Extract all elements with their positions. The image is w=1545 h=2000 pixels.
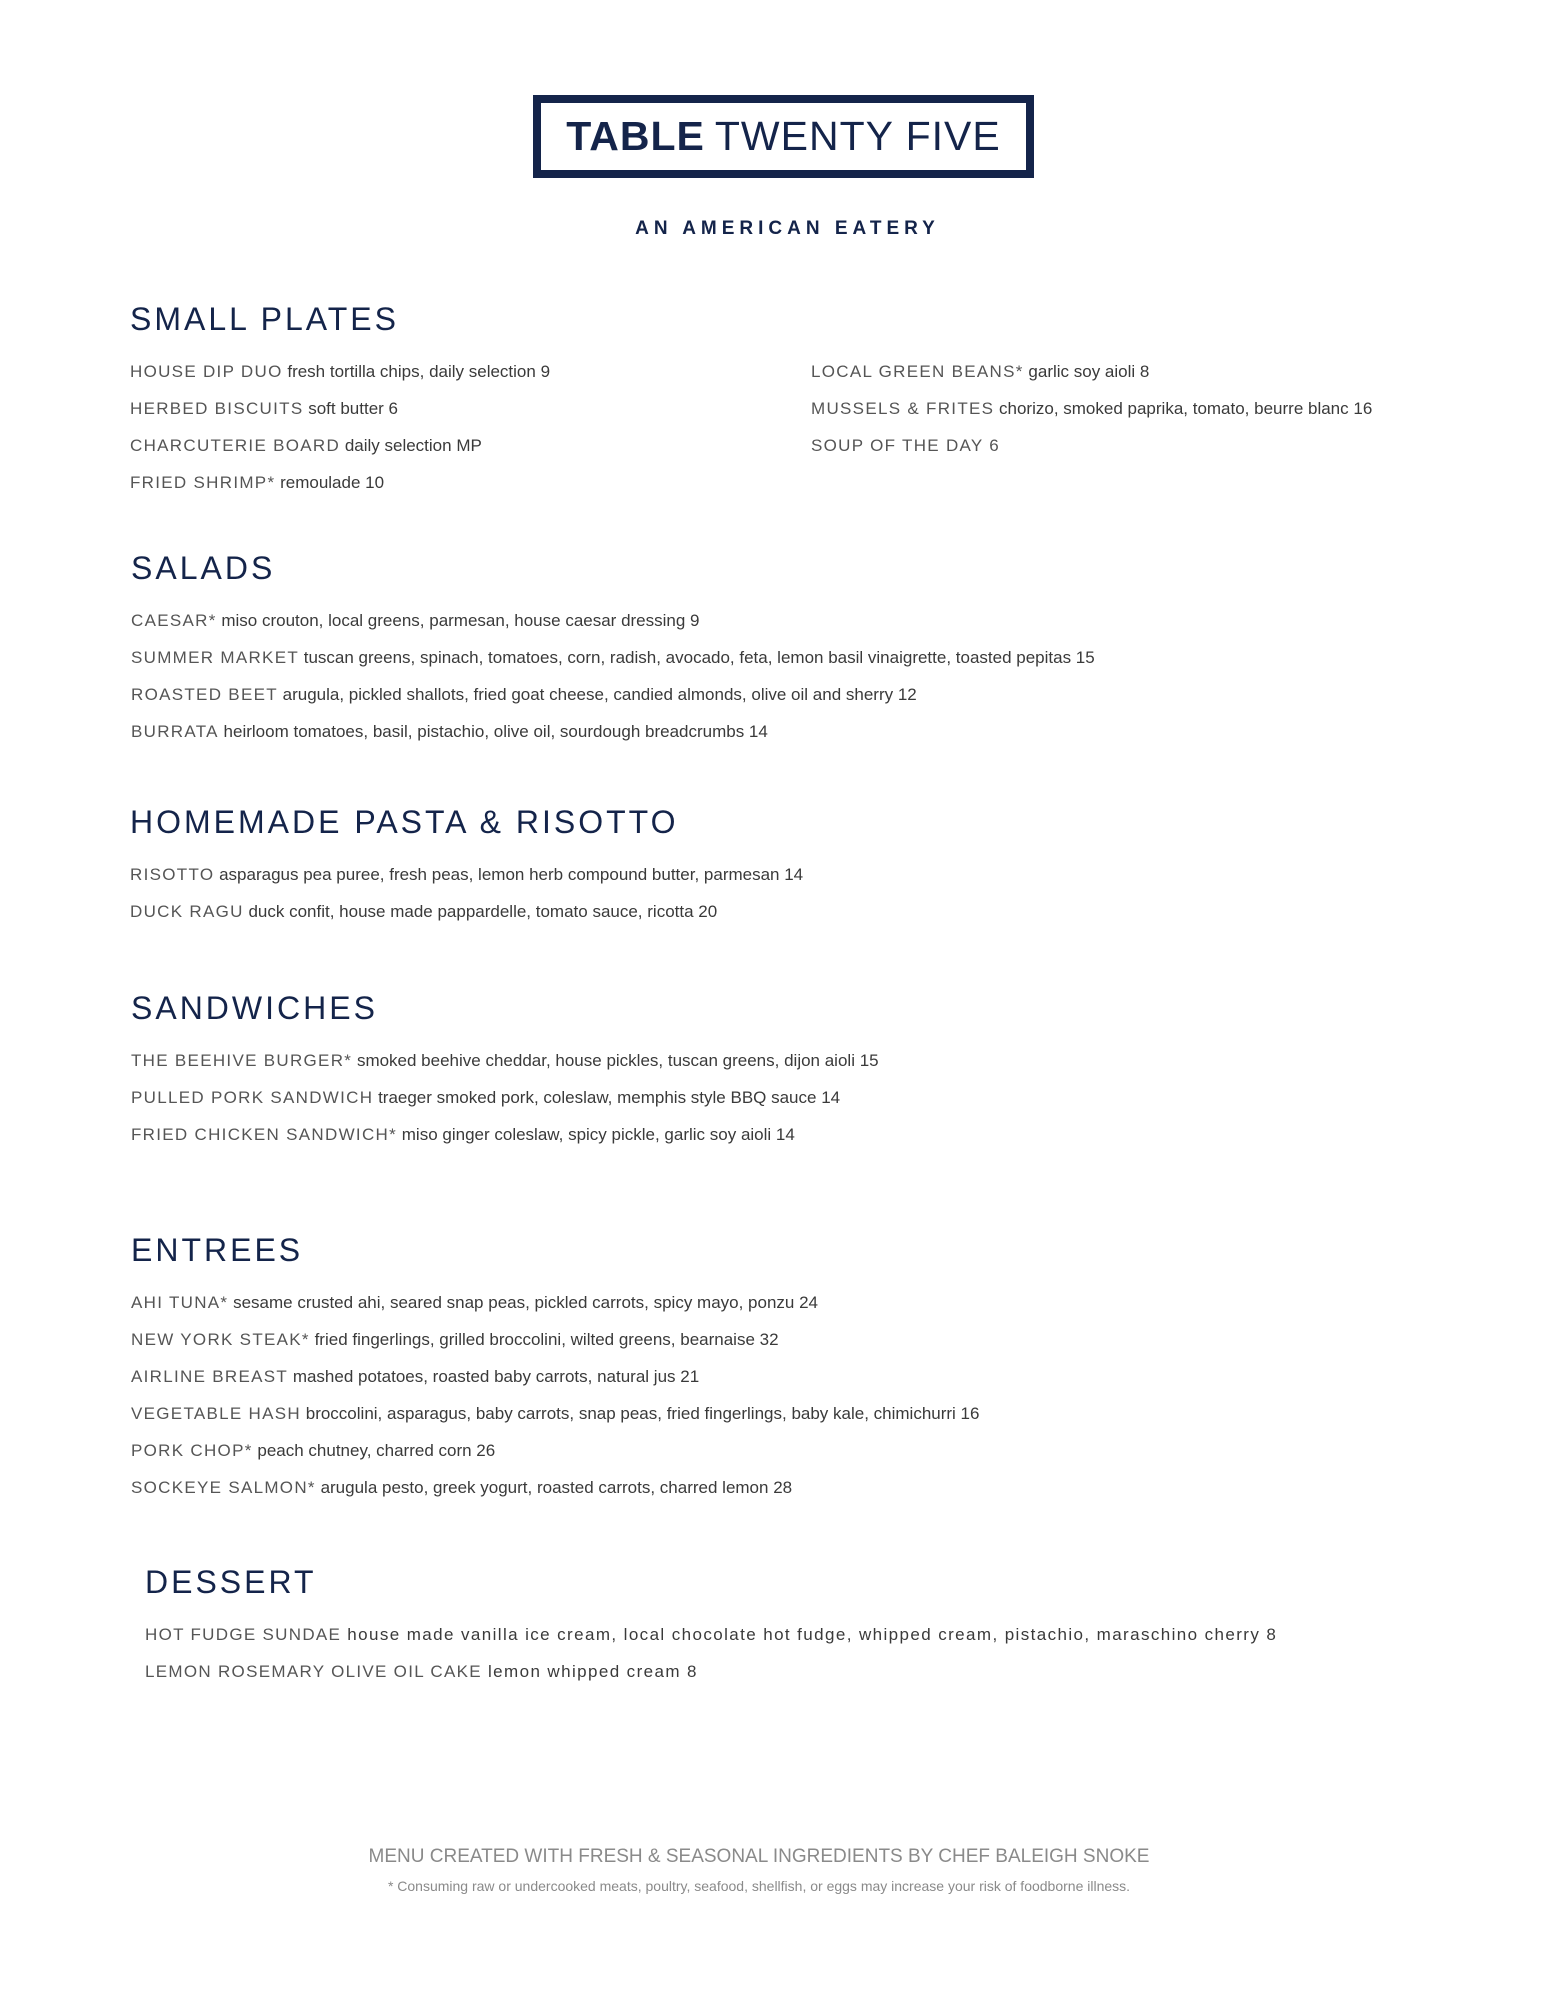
menu-item [811,427,1492,464]
item-description: soft butter 6 [308,399,398,418]
item-name: HOUSE DIP DUO [130,362,283,381]
section-sandwiches [131,988,879,1153]
chef-credit: MENU CREATED WITH FRESH & SEASONAL INGREDIENTS BY CHEF BALEIGH SNOKE [368,1846,1150,1867]
small-plates-right-column [811,353,1492,501]
item-description: heirloom tomatoes, basil, pistachio, olive oil, sourdough breadcrumbs 14 [223,722,768,741]
item-name: AIRLINE BREAST [131,1367,289,1386]
menu-item [131,1042,879,1079]
item-name: FRIED SHRIMP* [130,473,276,492]
item-description: fried fingerlings, grilled broccolini, wilted greens, bearnaise 32 [314,1330,779,1349]
item-description: asparagus pea puree, fresh peas, lemon herb compound butter, parmesan 14 [219,865,804,884]
item-description: fresh tortilla chips, daily selection 9 [287,362,551,381]
food-safety-disclaimer: * Consuming raw or undercooked meats, poultry, seafood, shellfish, or eggs may increase your risk of foodborne illness. [387,1878,1131,1894]
small-plates-columns [130,353,1492,501]
item-name: FRIED CHICKEN SANDWICH* [131,1125,398,1144]
restaurant-logo [533,95,1034,178]
item-name: RISOTTO [130,865,215,884]
item-description: miso crouton, local greens, parmesan, house caesar dressing 9 [221,611,700,630]
item-description: duck confit, house made pappardelle, tomato sauce, ricotta 20 [248,902,718,921]
item-name: SOCKEYE SALMON* [131,1478,316,1497]
section-title: SMALL PLATES [130,301,399,337]
menu-item [130,390,811,427]
item-description: sesame crusted ahi, seared snap peas, pickled carrots, spicy mayo, ponzu 24 [233,1293,819,1312]
item-name: MUSSELS & FRITES [811,399,995,418]
entrees-list [131,1284,979,1506]
section-title: ENTREES [131,1232,304,1268]
item-name: LEMON ROSEMARY OLIVE OIL CAKE [145,1662,482,1681]
item-description: chorizo, smoked paprika, tomato, beurre blanc 16 [999,399,1373,418]
section-title: DESSERT [145,1564,317,1600]
menu-item [130,464,811,501]
item-name: THE BEEHIVE BURGER* [131,1051,353,1070]
item-name: AHI TUNA* [131,1293,229,1312]
section-dessert [145,1562,1277,1690]
item-description: traeger smoked pork, coleslaw, memphis style BBQ sauce 14 [378,1088,841,1107]
menu-item [145,1616,1277,1653]
item-description: broccolini, asparagus, baby carrots, snap peas, fried fingerlings, baby kale, chimichurri 16 [305,1404,980,1423]
menu-item [131,1284,979,1321]
item-description: remoulade 10 [280,473,385,492]
menu-item [131,1469,979,1506]
item-description: lemon whipped cream 8 [488,1662,698,1681]
item-name: HERBED BISCUITS [130,399,304,418]
menu-item [131,1079,879,1116]
logo-word-table: TABLE [566,113,705,159]
salads-list [131,602,1095,750]
item-description: arugula pesto, greek yogurt, roasted carrots, charred lemon 28 [320,1478,793,1497]
menu-item [811,390,1492,427]
item-description: daily selection MP [344,436,482,455]
section-small-plates [130,299,1492,501]
sandwiches-list [131,1042,879,1153]
menu-item [130,353,811,390]
section-title: SANDWICHES [131,990,378,1026]
item-description: garlic soy aioli 8 [1028,362,1150,381]
menu-item [131,1432,979,1469]
menu-item [131,1358,979,1395]
menu-item [145,1653,1277,1690]
item-name: PULLED PORK SANDWICH [131,1088,374,1107]
section-salads [131,548,1095,750]
item-name: CAESAR* [131,611,217,630]
menu-item [130,856,803,893]
item-name: SOUP OF THE DAY 6 [811,436,1001,455]
item-name: VEGETABLE HASH [131,1404,301,1423]
menu-item [131,1395,979,1432]
menu-item [131,639,1095,676]
item-name: BURRATA [131,722,219,741]
item-name: CHARCUTERIE BOARD [130,436,341,455]
menu-item [130,893,803,930]
section-entrees [131,1230,979,1506]
item-description: peach chutney, charred corn 26 [257,1441,496,1460]
item-description: miso ginger coleslaw, spicy pickle, garlic soy aioli 14 [401,1125,795,1144]
pasta-list [130,856,803,930]
dessert-list [145,1616,1277,1690]
small-plates-left-column [130,353,811,501]
item-name: PORK CHOP* [131,1441,253,1460]
menu-item [131,1116,879,1153]
item-description: house made vanilla ice cream, local chocolate hot fudge, whipped cream, pistachio, maraschino cherry 8 [347,1625,1278,1644]
logo-word-twenty-five: TWENTY FIVE [714,113,1001,159]
item-description: mashed potatoes, roasted baby carrots, natural jus 21 [292,1367,700,1386]
menu-item [130,427,811,464]
item-description: smoked beehive cheddar, house pickles, tuscan greens, dijon aioli 15 [356,1051,879,1070]
menu-item [131,676,1095,713]
item-name: LOCAL GREEN BEANS* [811,362,1024,381]
item-name: SUMMER MARKET [131,648,300,667]
item-description: tuscan greens, spinach, tomatoes, corn, radish, avocado, feta, lemon basil vinaigrette, toasted pepitas 15 [303,648,1095,667]
menu-item [811,353,1492,390]
menu-item [131,1321,979,1358]
tagline: AN AMERICAN EATERY [635,218,940,239]
menu-item [131,713,1095,750]
item-name: ROASTED BEET [131,685,278,704]
item-name: NEW YORK STEAK* [131,1330,310,1349]
section-title: SALADS [131,550,276,586]
menu-item [131,602,1095,639]
section-title: HOMEMADE PASTA & RISOTTO [130,804,679,840]
section-pasta-risotto [130,802,803,930]
item-name: DUCK RAGU [130,902,244,921]
item-name: HOT FUDGE SUNDAE [145,1625,342,1644]
item-description: arugula, pickled shallots, fried goat cheese, candied almonds, olive oil and sherry 12 [282,685,917,704]
